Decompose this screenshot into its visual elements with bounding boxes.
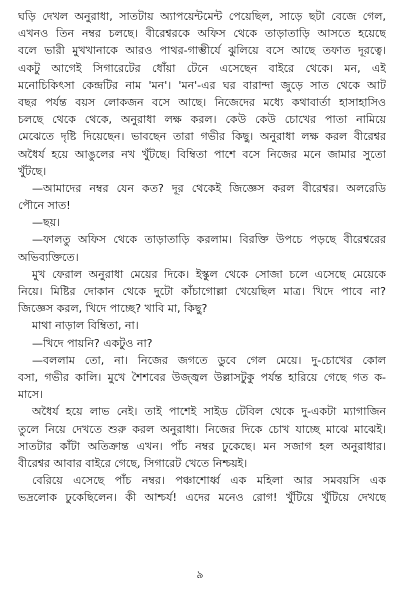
text-line: ভদ্রলোক ঢুকেছিলেন। কী আশ্চর্য! এদের মনেও রোগ! খুঁটিয়ে খুঁটিয়ে দেখছে — [18, 491, 386, 505]
text-line: খুঁটছে। — [18, 164, 47, 178]
text-line: মুখ ফেরাল অনুরাধা মেয়ের দিকে। ইস্কুল থেকে সোজা চলে এসেছে মেয়েকে — [32, 267, 386, 281]
text-line: অধৈর্য হয়ে আঙুলের নখ খুঁটছে। বিম্বিতা পাশে বসে নিজের মনে জামার সুতো — [18, 147, 386, 161]
page-number: ৯ — [196, 568, 204, 581]
text-line: মাথা নাড়াল বিম্বিতা, না। — [32, 319, 139, 333]
text-line: সাতটার কাঁটা অতিক্রান্ত এখন। পাঁচ নম্বর ঢুকেছে। মন সজাগ হল অনুরাধার। — [18, 439, 386, 453]
text-line: বসা, গভীর কালি। মুখে শৈশবের উজ্জ্বল উল্লাসটুকু পর্যন্ত হারিয়ে গেছে গত ক- — [18, 370, 386, 384]
text-line: নিয়ে। মিষ্টির দোকান থেকে দুটো কাঁচাগোল্লা খেয়েছিল মাত্র। খিদে পাবে না? — [18, 285, 386, 298]
text-line: চলছে থেকে থেকে, অনুরাধা লক্ষ করল। কেউ কেউ চোখের পাতা নামিয়ে — [18, 113, 386, 127]
text-line: এখনও তিন নম্বর চলছে। বীরেশ্বরকে অফিস থেকে তাড়াতাড়ি আসতে হয়েছে — [18, 27, 386, 41]
text-line: —ছয়। — [32, 216, 61, 230]
text-line: বীরেশ্বর আবার বাইরে গেছে, সিগারেট খেতে নিশ্চয়ই। — [18, 456, 248, 470]
text-line: —ফালতু অফিস থেকে তাড়াতাড়ি করলাম। বিরক্তি উপচে পড়ছে বীরেশ্বরের — [32, 233, 386, 247]
text-line: বেরিয়ে এসেছে পাঁচ নম্বর। পঞ্চাশোর্ধ্ব এক মহিলা আর সমবয়সি এক — [32, 474, 386, 488]
text-line: তুলে নিয়ে দেখতে শুরু করল অনুরাধা। নিজের দিকে চোখ যাচ্ছে মাঝে মাঝেই। — [18, 422, 386, 436]
text-line: একটু আগেই সিগারেটের ধোঁয়া টেনে এসেছেন বাইরে থেকে। মন, এই — [18, 61, 386, 75]
text-line: মেঝেতে দৃষ্টি দিয়েছেন। ভাবছেন তারা গভীর কিছু। অনুরাধা লক্ষ করল বীরেশ্বর — [18, 130, 386, 144]
text-line: —বললাম তো, না। নিজের জগতে ডুবে গেল মেয়ে। দু-চোখের কোল — [32, 353, 386, 367]
text-line: অভিব্যক্তিতে। — [18, 250, 79, 264]
body-text — [18, 8, 386, 506]
text-line: বছর পর্যন্ত বয়স লোকজন বসে আছে। নিজেদের মধ্যে কথাবার্তা হাসাহাসিও — [18, 95, 386, 109]
text-line: মনোচিকিৎসা কেন্দ্রটির নাম 'মন'। 'মন'-এর ঘর বারান্দা জুড়ে সাত থেকে আট — [18, 78, 386, 92]
text-line: মাসে। — [18, 388, 43, 402]
text-line: —খিদে পায়নি? একটুও না? — [32, 336, 153, 350]
text-line: বলে ভারী মুখখানাকে আরও পাথর-গাম্ভীর্যে ঝুলিয়ে বসে আছে তফাত দূরত্বে। — [18, 44, 386, 58]
text-line: পৌনে সাত! — [18, 199, 71, 213]
text-line: জিজ্ঞেস করল, খিদে পাচ্ছে? খাবি মা, কিছু? — [18, 302, 208, 316]
text-line: অধৈর্য হয়ে লাভ নেই। তাই পাশেই সাইড টেবিল থেকে দু-একটা ম্যাগাজিন — [32, 405, 386, 419]
text-line: ঘড়ি দেখল অনুরাধা, সাতটায় অ্যাপয়েন্টমেন্ট পেয়েছিল, সাড়ে ছটা বেজে গেল, — [18, 10, 386, 23]
text-line: —আমাদের নম্বর যেন কত? দূর থেকেই জিজ্ঞেস করল বীরেশ্বর। অলরেডি — [32, 181, 386, 195]
